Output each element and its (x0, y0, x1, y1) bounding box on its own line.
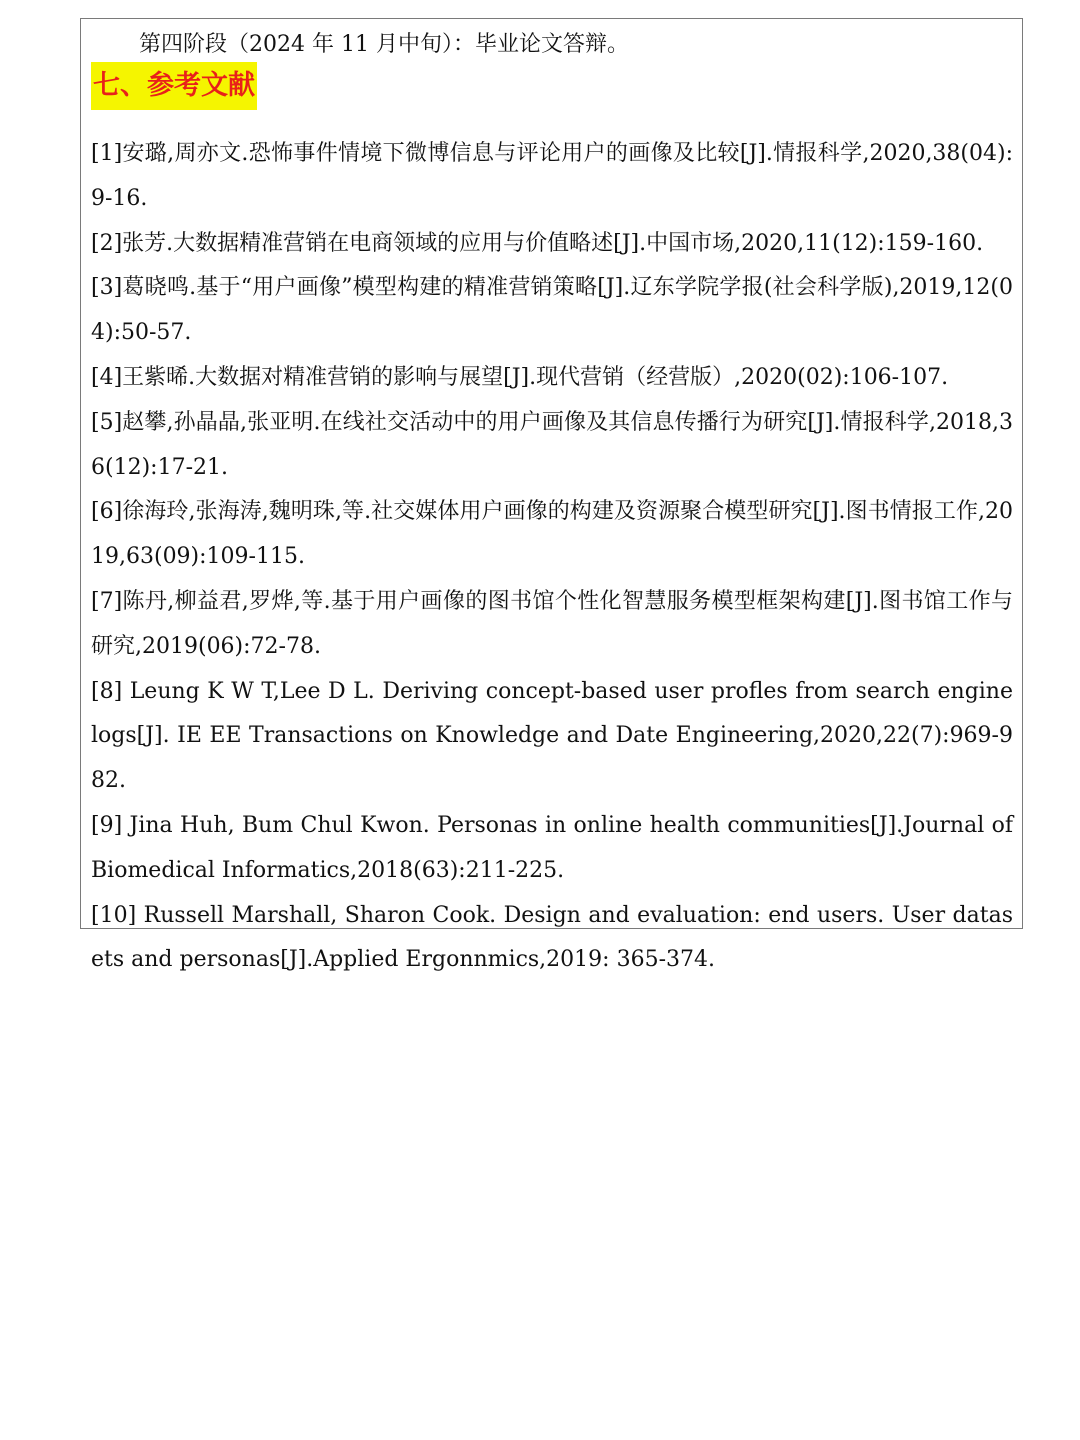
reference-item: [9] Jina Huh, Bum Chul Kwon. Personas in online health communities[J].Journal of Biomedical Informatics,2018(63):211-225. (91, 812, 1013, 883)
stage-four-text: 第四阶段（2024 年 11 月中旬）：毕业论文答辩。 (139, 32, 629, 57)
reference-item: [3]葛晓鸣.基于“用户画像”模型构建的精准营销策略[J].辽东学院学报(社会科学版),2019,12(04):50-57. (91, 275, 1013, 346)
reference-item: [10] Russell Marshall, Sharon Cook. Design and evaluation: end users. User datasets and personas[J].Applied Ergonnmics,2019: 365-374. (91, 902, 1013, 973)
reference-item: [6]徐海玲,张海涛,魏明珠,等.社交媒体用户画像的构建及资源聚合模型研究[J].图书情报工作,2019,63(09):109-115. (91, 499, 1013, 570)
references-heading: 七、参考文献 (91, 62, 257, 110)
reference-item: [2]张芳.大数据精准营销在电商领域的应用与价值略述[J].中国市场,2020,11(12):159-160. (91, 230, 984, 256)
reference-item: [7]陈丹,柳益君,罗烨,等.基于用户画像的图书馆个性化智慧服务模型框架构建[J].图书馆工作与研究,2019(06):72-78. (91, 588, 1013, 659)
reference-item: [1]安璐,周亦文.恐怖事件情境下微博信息与评论用户的画像及比较[J].情报科学,2020,38(04):9-16. (91, 141, 1013, 211)
reference-list (91, 132, 1013, 983)
reference-item: [8] Leung K W T,Lee D L. Deriving concept-based user profles from search engine logs[J]. IE EE Transactions on Knowledge and Date Engineering,2020,22(7):969-982. (91, 678, 1013, 794)
reference-item: [4]王紫晞.大数据对精准营销的影响与展望[J].现代营销（经营版）,2020(02):106-107. (91, 364, 949, 390)
reference-item: [5]赵攀,孙晶晶,张亚明.在线社交活动中的用户画像及其信息传播行为研究[J].情报科学,2018,36(12):17-21. (91, 409, 1013, 480)
